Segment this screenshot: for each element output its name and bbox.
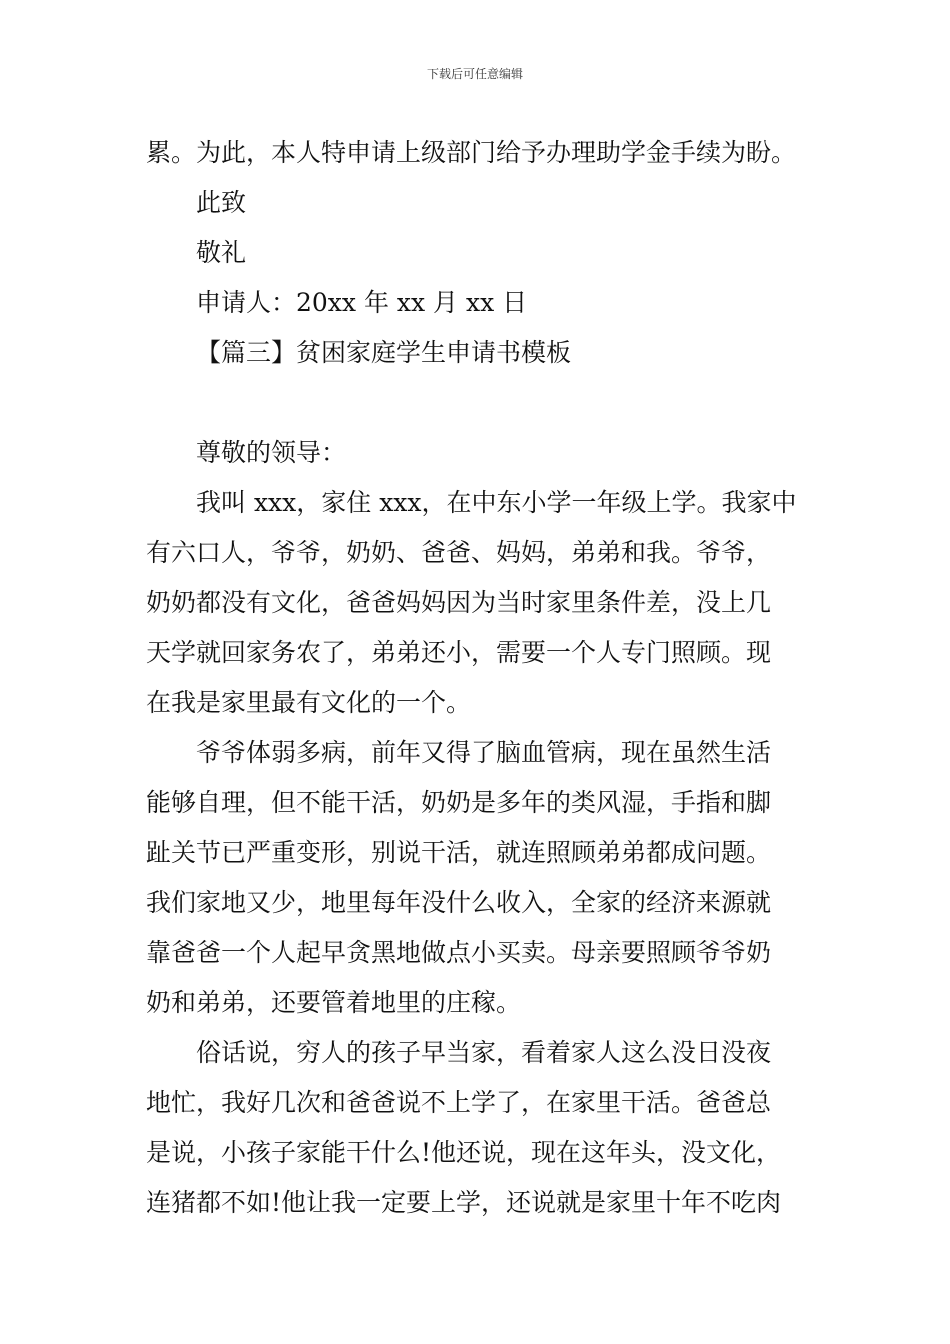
paragraph-first-line: 爷爷体弱多病，前年又得了脑血管病，现在虽然生活 — [196, 738, 772, 767]
section-title: 【篇三】贫困家庭学生申请书模板 — [196, 338, 572, 367]
text-line: 天学就回家务农了，弟弟还小，需要一个人专门照顾。现 — [146, 638, 772, 667]
text-line: 连猪都不如!他让我一定要上学，还说就是家里十年不吃肉 — [146, 1188, 782, 1217]
salutation-line: 此致 — [196, 188, 247, 217]
salutation-line: 敬礼 — [196, 238, 247, 267]
text-line: 靠爸爸一个人起早贪黑地做点小买卖。母亲要照顾爷爷奶 — [146, 938, 772, 967]
text-line: 累。为此，本人特申请上级部门给予办理助学金手续为盼。 — [146, 138, 797, 167]
document-body — [146, 128, 808, 1228]
text-line: 能够自理，但不能干活，奶奶是多年的类风湿，手指和脚 — [146, 788, 772, 817]
text-line: 奶和弟弟，还要管着地里的庄稼。 — [146, 988, 522, 1017]
text-line: 奶奶都没有文化，爸爸妈妈因为当时家里条件差，没上几 — [146, 588, 772, 617]
blank-line — [146, 378, 808, 428]
text-line: 在我是家里最有文化的一个。 — [146, 688, 472, 717]
text-line: 趾关节已严重变形，别说干活，就连照顾弟弟都成问题。 — [146, 838, 772, 867]
greeting-line: 尊敬的领导： — [196, 438, 347, 467]
page-header-note: 下载后可任意编辑 — [426, 67, 523, 81]
text-line: 我们家地又少，地里每年没什么收入，全家的经济来源就 — [146, 888, 772, 917]
paragraph-first-line: 俗话说，穷人的孩子早当家，看着家人这么没日没夜 — [196, 1038, 772, 1067]
text-line: 地忙，我好几次和爸爸说不上学了，在家里干活。爸爸总 — [146, 1088, 772, 1117]
text-line: 是说，小孩子家能干什么!他还说，现在这年头，没文化， — [146, 1138, 782, 1167]
paragraph-first-line: 我叫 xxx，家住 xxx，在中东小学一年级上学。我家中 — [196, 488, 797, 517]
applicant-date-line: 申请人：20xx 年 xx 月 xx 日 — [196, 288, 528, 317]
text-line: 有六口人，爷爷，奶奶、爸爸、妈妈，弟弟和我。爷爷， — [146, 538, 772, 567]
